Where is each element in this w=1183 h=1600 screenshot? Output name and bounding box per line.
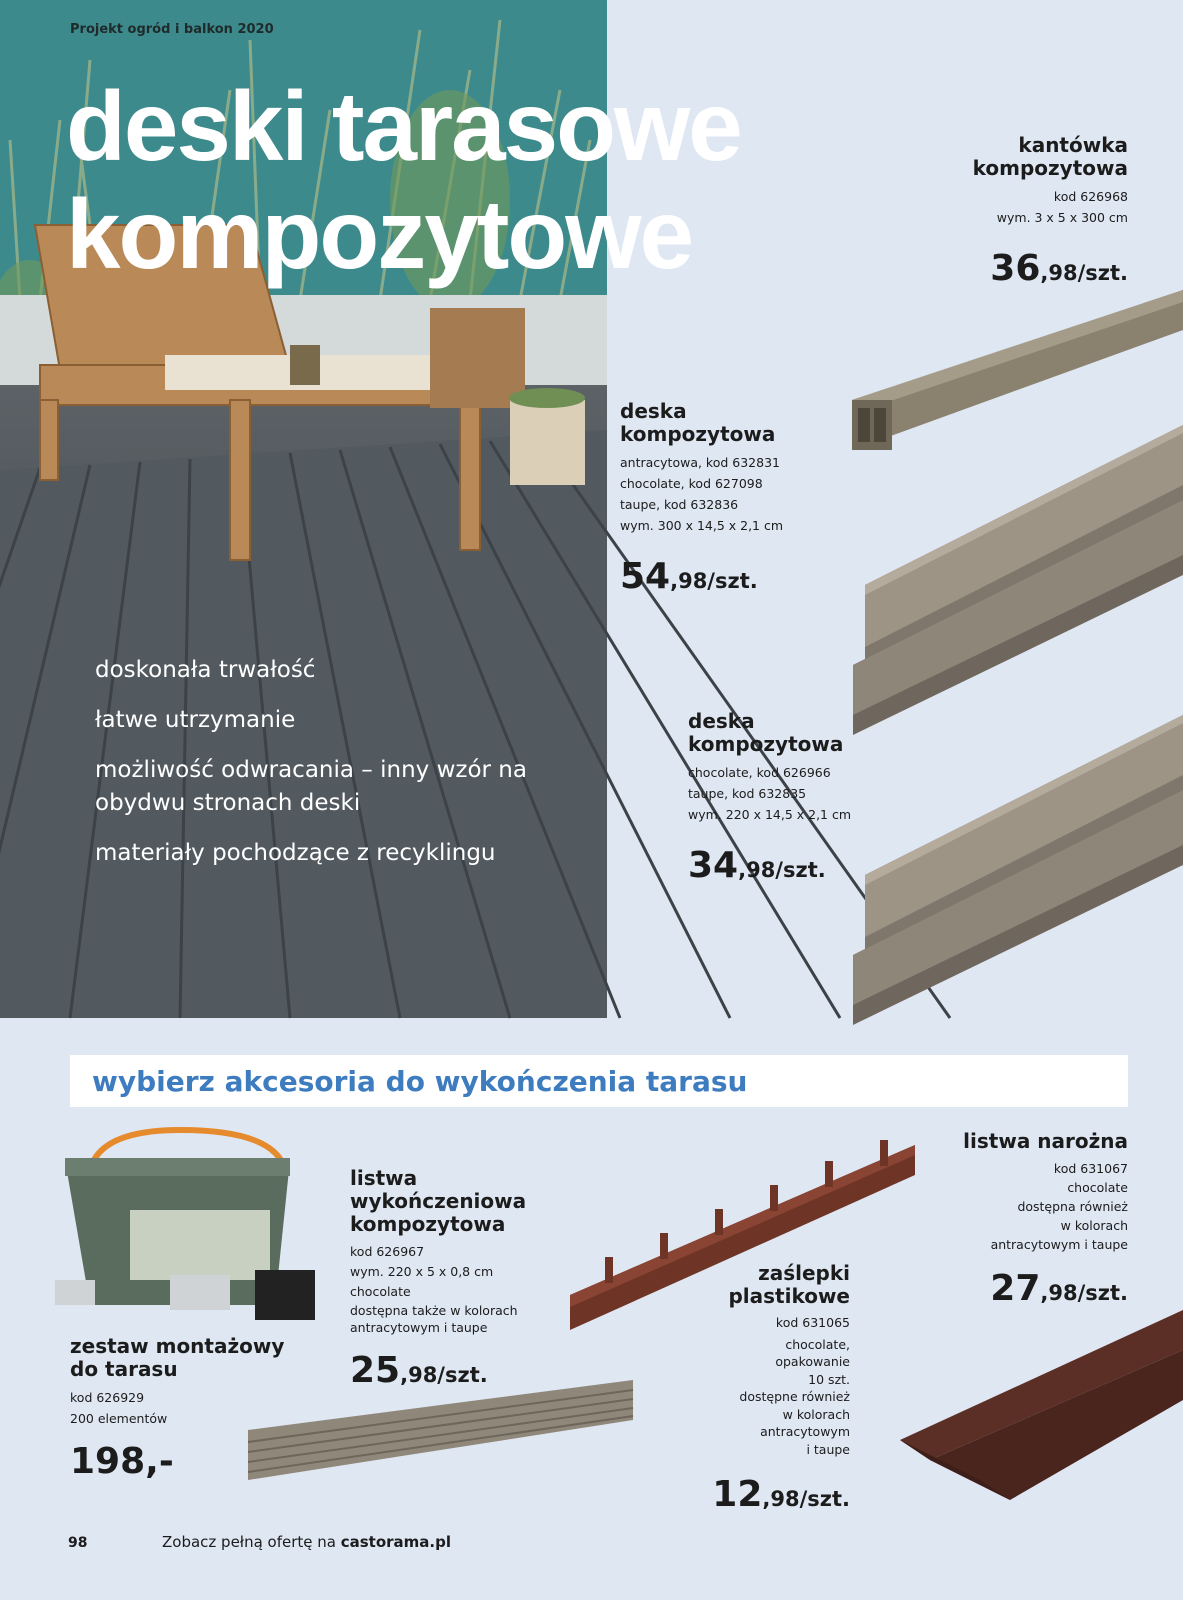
product-meta [620, 452, 860, 536]
feature-item: doskonała trwałość [95, 657, 316, 683]
product-meta [858, 1159, 1128, 1254]
headline [66, 72, 741, 288]
product-name-line: zestaw montażowy [70, 1334, 285, 1358]
product-deska-300[interactable] [620, 400, 860, 597]
product-price [868, 248, 1128, 289]
price-dec: ,98/szt. [400, 1363, 488, 1387]
meta-line: i taupe [806, 1441, 850, 1457]
meta-line: antracytowym i taupe [350, 1320, 488, 1335]
banner-text: wybierz akcesoria do wykończenia tarasu [92, 1065, 748, 1098]
meta-line: opakowanie [775, 1354, 850, 1369]
price-int: 34 [688, 845, 739, 886]
product-name [600, 1262, 850, 1308]
product-name-line: deska [620, 399, 687, 423]
footer-text [162, 1533, 451, 1551]
deska-300-image [865, 425, 1183, 735]
meta-line: chocolate, kod 626966 [688, 765, 831, 780]
meta-line: kod 631067 [1053, 1161, 1128, 1176]
website-link[interactable]: castorama.pl [340, 1533, 452, 1551]
meta-line: dostępne również [739, 1389, 850, 1404]
headline-line-2: kompozytowe [66, 179, 692, 289]
product-listwa-wykonczeniowa[interactable] [350, 1167, 590, 1391]
price-dec: ,98/szt. [738, 858, 826, 882]
meta-line: wym. 300 x 14,5 x 2,1 cm [620, 518, 784, 533]
product-price [858, 1268, 1128, 1309]
product-name-line: wykończeniowa [350, 1189, 527, 1213]
product-meta [868, 186, 1128, 228]
meta-line: kod 626968 [1053, 189, 1128, 204]
zestaw-image [50, 1130, 340, 1330]
product-name-line: plastikowe [728, 1284, 850, 1308]
product-price [600, 1474, 850, 1515]
product-zaslepki[interactable] [600, 1262, 850, 1515]
price-dec: ,98/szt. [670, 569, 758, 593]
product-name: listwa narożna [963, 1129, 1128, 1153]
product-name [868, 134, 1128, 180]
price-int: 54 [620, 556, 671, 597]
meta-line: wym. 220 x 5 x 0,8 cm [350, 1264, 494, 1279]
feature-item: łatwe utrzymanie [95, 707, 296, 733]
product-name-line: deska [688, 709, 755, 733]
meta-line: kod 626929 [70, 1390, 145, 1405]
listwa-narozna-image [900, 1310, 1183, 1500]
product-name-line: kompozytowa [688, 732, 844, 756]
meta-line: wym. 220 x 14,5 x 2,1 cm [688, 807, 852, 822]
meta-line: chocolate [350, 1284, 411, 1299]
price-dec: ,98/szt. [762, 1487, 850, 1511]
meta-line: wym. 3 x 5 x 300 cm [996, 210, 1128, 225]
catalog-tag: Projekt ogród i balkon 2020 [70, 22, 274, 37]
meta-line: w kolorach [1060, 1218, 1128, 1233]
meta-line: dostępna także w kolorach [350, 1303, 518, 1318]
accessories-banner [70, 1055, 1128, 1107]
product-price [620, 556, 860, 597]
product-name-line: kompozytowa [972, 156, 1128, 180]
product-name-line: do tarasu [70, 1357, 178, 1381]
meta-line: kod 626967 [350, 1244, 425, 1259]
meta-line: antracytowa, kod 632831 [620, 455, 780, 470]
price-int: 36 [990, 248, 1041, 289]
meta-line: antracytowym i taupe [990, 1237, 1128, 1252]
product-name-line: listwa [350, 1166, 418, 1190]
product-listwa-narozna[interactable] [858, 1130, 1128, 1309]
meta-line: dostępna również [1017, 1199, 1128, 1214]
page-number: 98 [68, 1535, 88, 1551]
product-name [70, 1335, 330, 1381]
product-name-line: kantówka [1018, 133, 1128, 157]
product-kantowka[interactable] [868, 134, 1128, 289]
listwa-wykonczeniowa-image [248, 1380, 638, 1490]
footer-prefix: Zobacz pełną ofertę na [162, 1533, 341, 1551]
meta-line: 200 elementów [70, 1411, 168, 1426]
price-int: 25 [350, 1350, 401, 1391]
feature-item: możliwość odwracania – inny wzór na obydwu stronach deski [95, 757, 527, 816]
product-name [350, 1167, 590, 1236]
deska-220-image [865, 715, 1183, 1025]
product-meta [600, 1314, 850, 1458]
product-name-line: kompozytowa [350, 1212, 506, 1236]
price-int: 12 [712, 1474, 763, 1515]
features-list [95, 654, 565, 887]
product-name-line: zaślepki [758, 1261, 850, 1285]
meta-line: w kolorach [782, 1406, 850, 1422]
feature-item: materiały pochodzące z recyklingu [95, 840, 496, 866]
product-name [620, 400, 860, 446]
price-dec: ,98/szt. [1040, 1281, 1128, 1305]
meta-line: kod 631065 [775, 1315, 850, 1330]
meta-line: taupe, kod 632835 [688, 786, 807, 801]
meta-line: chocolate, [785, 1336, 850, 1352]
headline-line-1: deski tarasowe [66, 71, 741, 181]
product-price: 198,- [70, 1441, 174, 1482]
meta-line: taupe, kod 632836 [620, 497, 739, 512]
meta-line: chocolate, kod 627098 [620, 476, 763, 491]
price-int: 27 [990, 1268, 1041, 1309]
meta-line: 10 szt. [808, 1371, 850, 1387]
product-name-line: kompozytowa [620, 422, 776, 446]
meta-line: chocolate [1067, 1180, 1128, 1195]
meta-line: antracytowym [760, 1424, 850, 1439]
product-meta [350, 1242, 590, 1336]
price-dec: ,98/szt. [1040, 261, 1128, 285]
